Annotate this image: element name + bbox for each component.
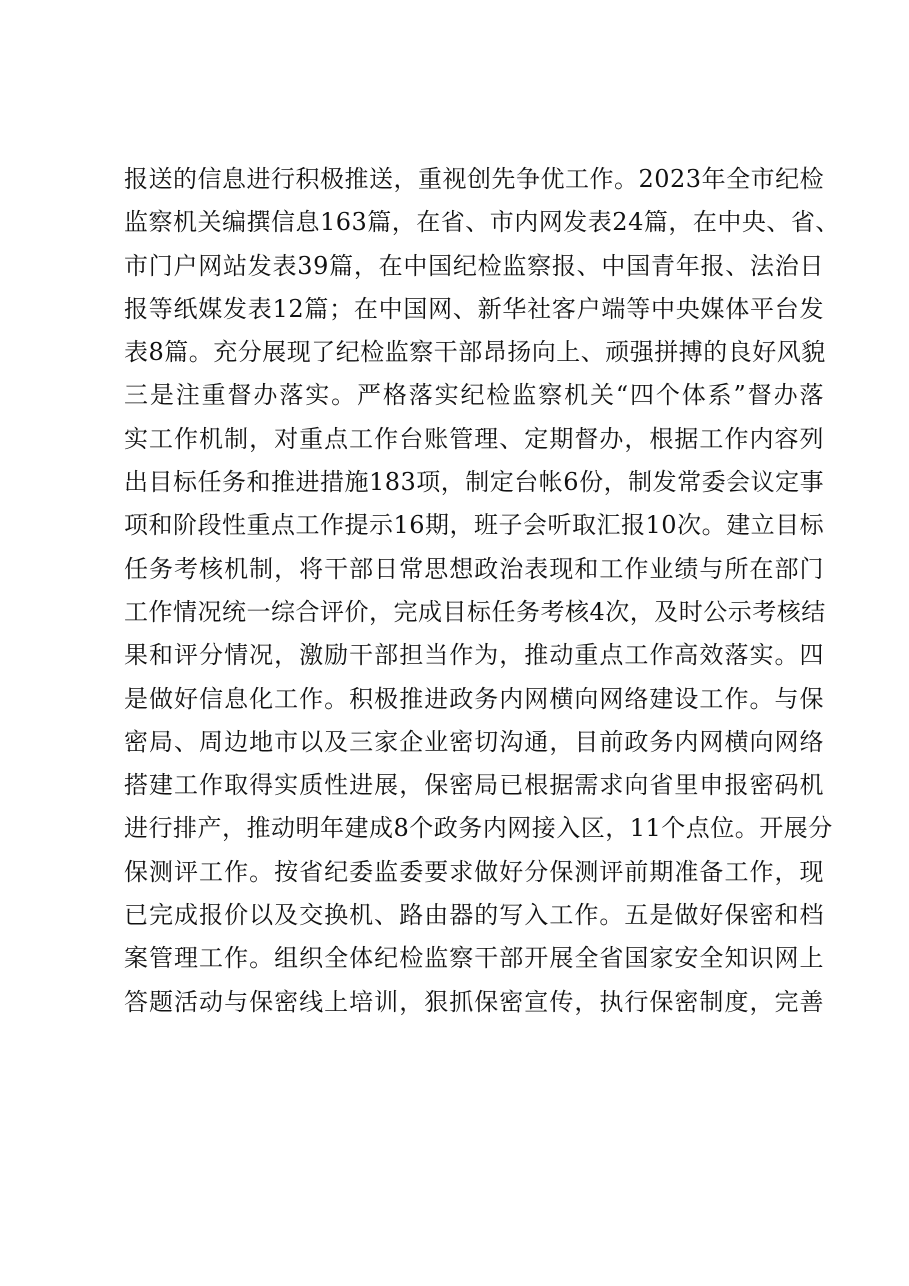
text-line: 工作情况统一综合评价，完成目标任务考核4次，及时公示考核结 [124, 597, 826, 626]
text-line: 果和评分情况，激励干部担当作为，推动重点工作高效落实。四 [124, 641, 824, 670]
text-line: 保测评工作。按省纪委监委要求做好分保测评前期准备工作，现 [124, 857, 824, 886]
text-line: 案管理工作。组织全体纪检监察干部开展全省国家安全知识网上 [124, 944, 824, 973]
text-line: 是做好信息化工作。积极推进政务内网横向网络建设工作。与保 [124, 684, 824, 713]
text-line: 答题活动与保密线上培训，狠抓保密宣传，执行保密制度，完善 [124, 987, 824, 1016]
text-line: 报送的信息进行积极推送，重视创先争优工作。2023年全市纪检 [124, 165, 825, 193]
text-line: 监察机关编撰信息163篇，在省、市内网发表24篇，在中央、省、 [124, 208, 840, 237]
text-line: 任务考核机制，将干部日常思想政治表现和工作业绩与所在部门 [124, 554, 824, 583]
text-line: 密局、周边地市以及三家企业密切沟通，目前政务内网横向网络 [124, 727, 824, 756]
text-line: 三是注重督办落实。严格落实纪检监察机关“四个体系”督办落 [124, 381, 824, 410]
text-line: 已完成报价以及交换机、路由器的写入工作。五是做好保密和档 [124, 901, 824, 930]
text-line: 进行排产，推动明年建成8个政务内网接入区，11个点位。开展分 [124, 814, 833, 843]
body-text [124, 158, 840, 1024]
text-line: 报等纸媒发表12篇；在中国网、新华社客户端等中央媒体平台发 [124, 294, 824, 323]
text-line: 出目标任务和推进措施183项，制定台帐6份，制发常委会议定事 [124, 468, 825, 497]
text-line: 市门户网站发表39篇，在中国纪检监察报、中国青年报、法治日 [124, 251, 824, 280]
text-line: 表8篇。充分展现了纪检监察干部昂扬向上、顽强拼搏的良好风貌 [124, 338, 826, 367]
text-line: 项和阶段性重点工作提示16期，班子会听取汇报10次。建立目标 [124, 511, 825, 540]
text-line: 搭建工作取得实质性进展，保密局已根据需求向省里申报密码机 [124, 771, 824, 800]
text-line: 实工作机制，对重点工作台账管理、定期督办，根据工作内容列 [124, 424, 824, 453]
